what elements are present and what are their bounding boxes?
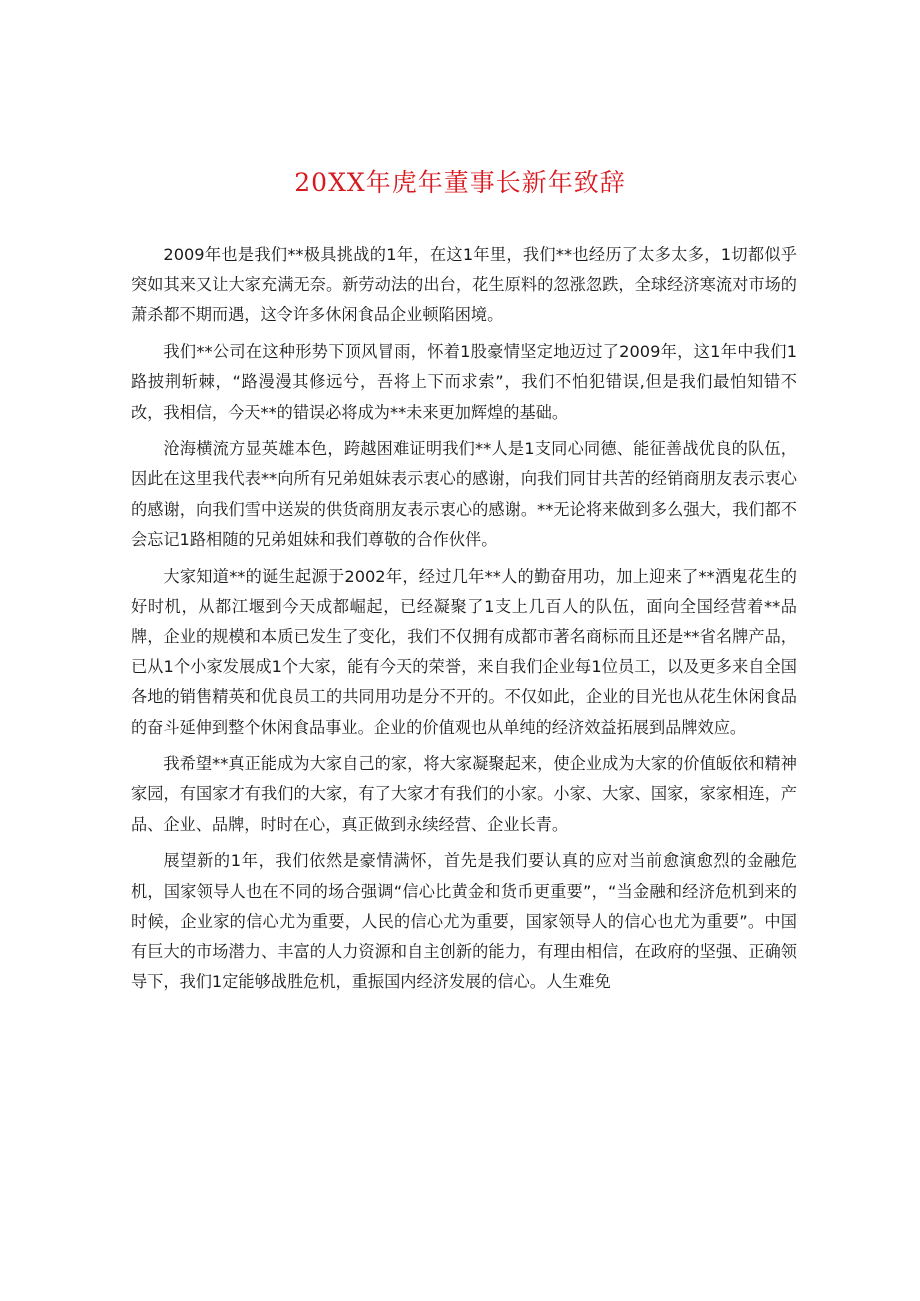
paragraph-4: 大家知道**的诞生起源于2002年，经过几年**人的勤奋用功，加上迎来了**酒鬼花生的好时机，从都江堰到今天成都崛起，已经凝聚了1支上几百人的队伍，面向全国经营着**品牌，企业的规模和本质已发生了变化，我们不仅拥有成都市著名商标而且还是**省名牌产品，已从1个小家发展成1个大家，能有今天的荣誉，来自我们企业每1位员工，以及更多来自全国各地的销售精英和优良员工的共同用功是分不开的。不仅如此，企业的目光也从花生休闲食品的奋斗延伸到整个休闲食品事业。企业的价值观也从单纯的经济效益拓展到品牌效应。 [131, 566, 797, 737]
document-body [131, 240, 797, 1004]
page-title: 20XX年虎年董事长新年致辞 [294, 168, 626, 197]
paragraph-3: 沧海横流方显英雄本色，跨越困难证明我们**人是1支同心同德、能征善战优良的队伍，因此在这里我代表**向所有兄弟姐妹表示衷心的感谢，向我们同甘共苦的经销商朋友表示衷心的感谢，向我们雪中送炭的供货商朋友表示衷心的感谢。**无论将来做到多么强大，我们都不会忘记1路相随的兄弟姐妹和我们尊敬的合作伙伴。 [131, 439, 797, 549]
paragraph-6: 展望新的1年，我们依然是豪情满怀，首先是我们要认真的应对当前愈演愈烈的金融危机，国家领导人也在不同的场合强调“信心比黄金和货币更重要”，“当金融和经济危机到来的时候，企业家的信心尤为重要，人民的信心尤为重要，国家领导人的信心也尤为重要”。中国有巨大的市场潜力、丰富的人力资源和自主创新的能力，有理由相信，在政府的坚强、正确领导下，我们1定能够战胜危机，重振国内经济发展的信心。人生难免 [131, 851, 797, 992]
paragraph-2: 我们**公司在这种形势下顶风冒雨，怀着1股豪情坚定地迈过了2009年，这1年中我们1路披荆斩棘，“路漫漫其修远兮，吾将上下而求索”，我们不怕犯错误,但是我们最怕知错不改，我相信，今天**的错误必将成为**未来更加辉煌的基础。 [131, 342, 797, 422]
paragraph-1: 2009年也是我们**极具挑战的1年，在这1年里，我们**也经历了太多太多，1切都似乎突如其来又让大家充满无奈。新劳动法的出台，花生原料的忽涨忽跌，全球经济寒流对市场的萧杀都不期而遇，这令许多休闲食品企业顿陷困境。 [131, 245, 797, 325]
paragraph-5: 我希望**真正能成为大家自己的家，将大家凝聚起来，使企业成为大家的价值皈依和精神家园，有国家才有我们的大家，有了大家才有我们的小家。小家、大家、国家，家家相连，产品、企业、品牌，时时在心，真正做到永续经营、企业长青。 [131, 754, 797, 834]
